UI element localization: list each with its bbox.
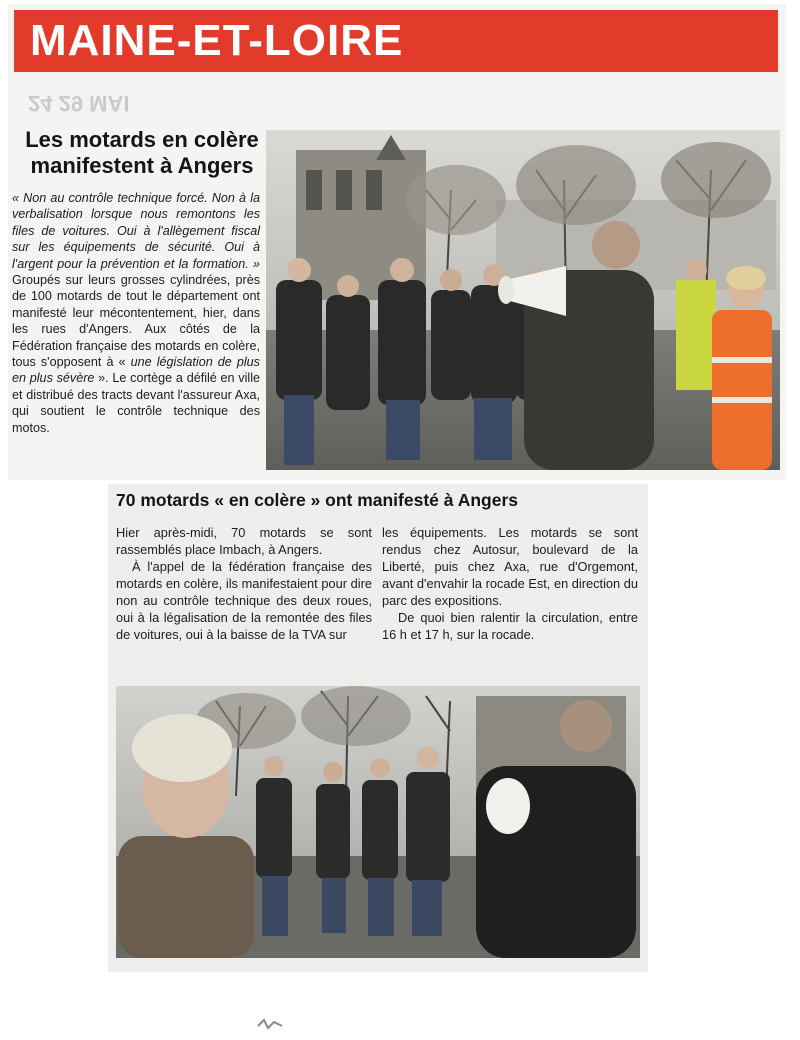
show-through-text: 24 29 MAI xyxy=(28,91,130,116)
article2-photo xyxy=(116,686,640,958)
clipping-bottom xyxy=(108,484,648,972)
article1-text-1: Groupés sur leurs grosses cylindrées, près de 100 motards de tout le département ont manifesté leur mécontentement, hier, dans les rues d'Angers. Aux côtés de la Fédération française des motards en colère, tous s'opposent à « xyxy=(12,273,260,370)
bikers-megaphone-photo xyxy=(266,130,780,470)
paper-smudge xyxy=(256,1016,286,1032)
article2-paragraph: Hier après-midi, 70 motards se sont rassemblés place Imbach, à Angers. xyxy=(116,525,372,557)
section-banner xyxy=(14,10,778,72)
section-banner-title: MAINE-ET-LOIRE xyxy=(30,16,404,65)
article1-emphasis: une législation de plus en plus sévère xyxy=(12,355,260,386)
article2-headline: 70 motards « en colère » ont manifesté à Angers xyxy=(116,490,518,510)
bikers-gathering-photo xyxy=(116,686,640,958)
article2-column-right xyxy=(382,524,638,643)
article1-photo xyxy=(266,130,780,470)
article1-text-2: ». Le cortège a défilé en ville et distribué des tracts devant l'assureur Axa, qui soutient le contrôle technique des motos. xyxy=(12,371,260,435)
article1-headline: Les motards en colère manifestent à Angers xyxy=(25,127,259,178)
article1-body xyxy=(12,190,260,436)
article2-paragraph: les équipements. Les motards se sont rendus chez Autosur, boulevard de la Liberté, puis chez Axa, rue d'Orgemont, avant d'envahir la rocade Est, en direction du parc des expositions. xyxy=(382,525,638,608)
article2-paragraph: À l'appel de la fédération française des motards en colère, ils manifestaient pour dire non au contrôle technique des deux roues, oui à la légalisation de la remontée des files de voitures, oui à la baisse de la TVA sur xyxy=(116,559,372,642)
article2-column-left xyxy=(116,524,372,643)
clipping-top xyxy=(8,4,786,480)
article1-quote: « Non au contrôle technique forcé. Non à la verbalisation lorsque nous remontons les files de voitures. Oui à l'allègement fiscal sur les équipements de sécurité. Oui à l'argent pour la prévention et la formation. » xyxy=(12,191,260,271)
article2-paragraph: De quoi bien ralentir la circulation, entre 16 h et 17 h, sur la rocade. xyxy=(382,610,638,642)
